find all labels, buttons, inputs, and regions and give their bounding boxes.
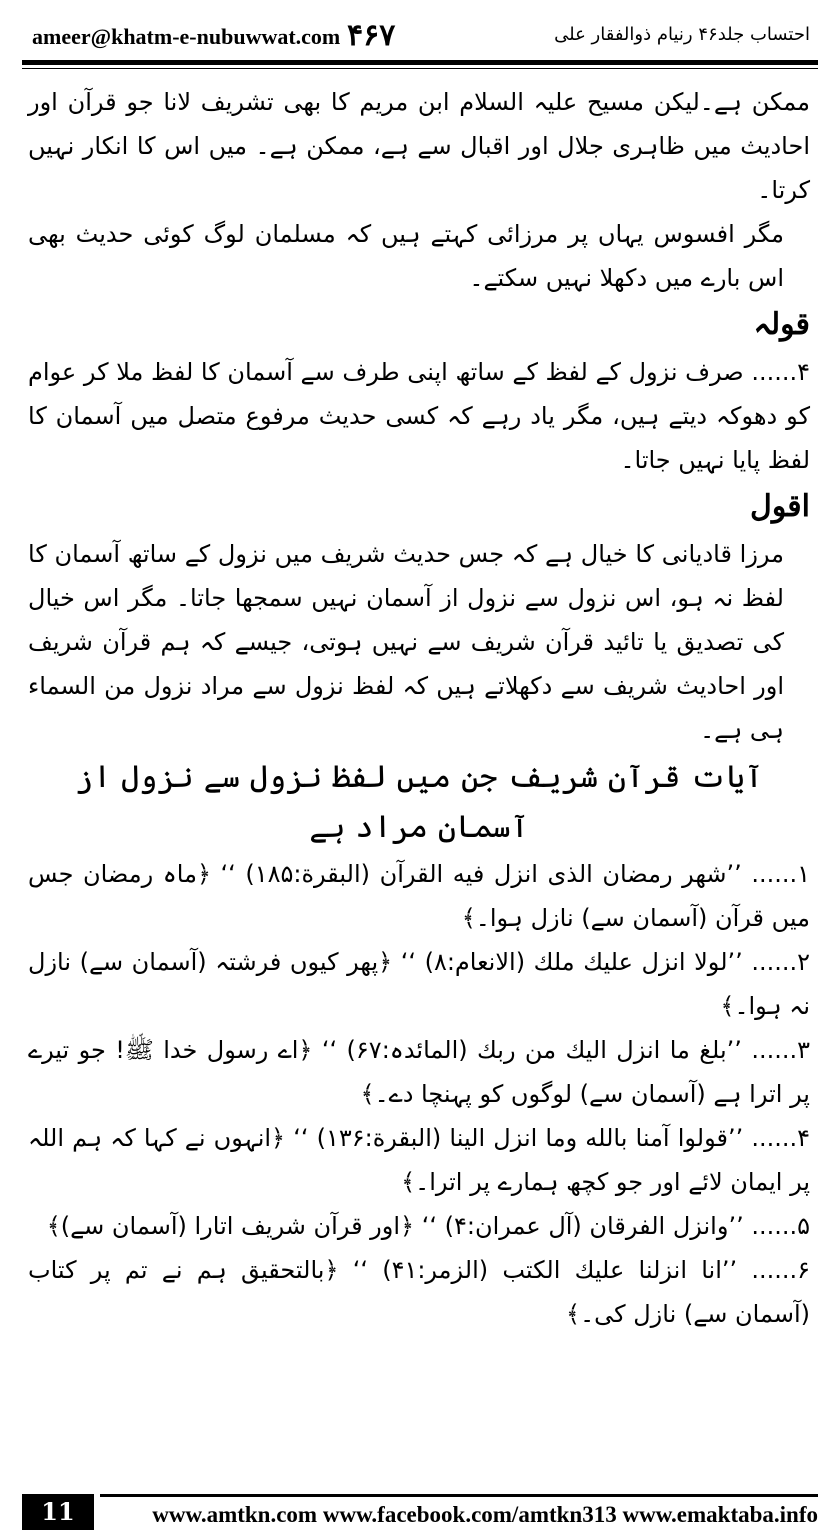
heading-aqool: اقول <box>750 489 810 524</box>
header-title: احتساب جلد۴۶ رنیام ذوالفقار علی <box>554 24 810 45</box>
body-text <box>28 80 810 1336</box>
page-header <box>22 18 818 58</box>
heading-qaulahu: قولہ <box>753 307 810 342</box>
header-rule-thin <box>22 68 818 69</box>
header-rule-thick <box>22 60 818 65</box>
verse-item-1: ۱...... ’’شهر رمضان الذی انزل فيه القرآن (البقرة:۱۸۵) ‘‘ ﴿ماہ رمضان جس میں قرآن (آسمان سے) نازل ہوا۔﴾ <box>28 860 810 932</box>
verse-item-5: ۵...... ’’وانزل الفرقان (آل عمران:۴) ‘‘ ﴿اور قرآن شریف اتارا (آسمان سے)﴾ <box>46 1212 810 1240</box>
footer-page-number: 11 <box>22 1494 94 1530</box>
header-page-number: ۴۶۷ <box>347 18 396 53</box>
paragraph-4: مرزا قادیانی کا خیال ہے کہ جس حدیث شریف میں نزول کے ساتھ آسمان کا لفظ نہ ہو، اس نزول سے نزول از آسمان نہیں سمجھا جاتا۔ مگر اس خیال کی تصدیق یا تائید قرآن شریف سے نہیں ہوتی، جیسے کہ ہم قرآن شریف اور احادیث شریف سے دکھلاتے ہیں کہ لفظ نزول سے مراد نزول من السماء ہی ہے۔ <box>28 540 784 744</box>
footer-rule <box>100 1494 818 1497</box>
paragraph-2: مگر افسوس یہاں پر مرزائی کہتے ہیں کہ مسلمان لوگ کوئی حدیث بھی اس بارے میں دکھلا نہیں سکتے۔ <box>28 220 784 292</box>
verse-item-6: ۶...... ’’انا انزلنا عليك الكتب (الزمر:۴۱) ‘‘ ﴿بالتحقیق ہم نے تم پر کتاب (آسمان سے) نازل کی۔﴾ <box>28 1256 811 1328</box>
paragraph-3: ۴...... صرف نزول کے لفظ کے ساتھ اپنی طرف سے آسمان کا لفظ ملا کر عوام کو دھوکہ دیتے ہیں، مگر یاد رہے کہ کسی حدیث مرفوع متصل میں آسمان کا لفظ پایا نہیں جاتا۔ <box>28 358 810 474</box>
section-heading: آیات قرآن شریف جن میں لفظ نزول سے نزول از آسمان مراد ہے <box>74 759 764 845</box>
header-email: ameer@khatm-e-nubuwwat.com <box>32 24 341 49</box>
footer-links: www.amtkn.com www.facebook.com/amtkn313 www.emaktaba.info <box>152 1502 818 1527</box>
verse-item-3: ۳...... ’’بلغ ما انزل اليك من ربك (المائدہ:۶۷) ‘‘ ﴿اے رسول خدا ﷺ! جو تیرے پر اترا ہے (آسمان سے) لوگوں کو پہنچا دے۔﴾ <box>28 1036 810 1108</box>
paragraph-1: ممکن ہے۔لیکن مسیح علیہ السلام ابن مریم کا بھی تشریف لانا جو قرآن اور احادیث میں ظاہری جلال اور اقبال سے ہے، ممکن ہے۔ میں اس کا انکار نہیں کرتا۔ <box>28 88 811 204</box>
verse-item-2: ۲...... ’’لولا انزل عليك ملك (الانعام:۸) ‘‘ ﴿پھر کیوں فرشتہ (آسمان سے) نازل نہ ہوا۔﴾ <box>28 948 810 1020</box>
verse-item-4: ۴...... ’’قولوا آمنا بالله وما انزل الينا (البقرة:۱۳۶) ‘‘ ﴿انہوں نے کہا کہ ہم اللہ پر ایمان لائے اور جو کچھ ہمارے پر اترا۔﴾ <box>28 1124 810 1196</box>
